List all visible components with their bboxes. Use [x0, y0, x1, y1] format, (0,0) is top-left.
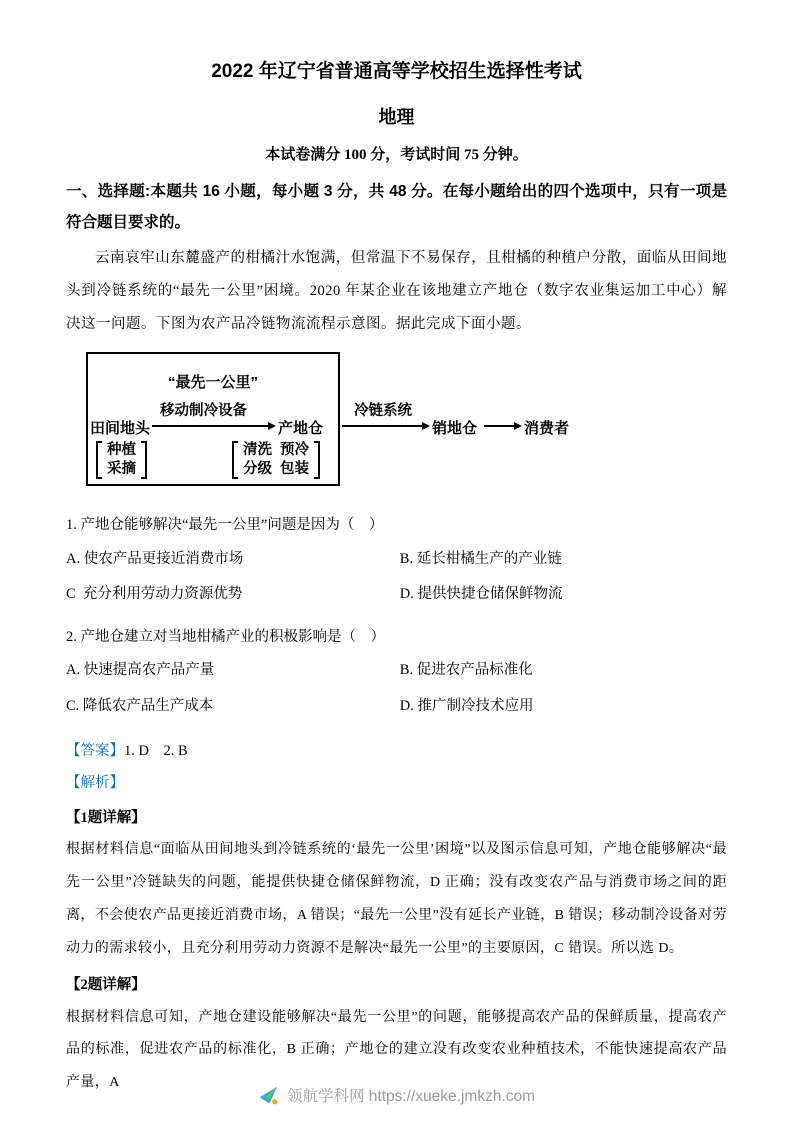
destination-warehouse-node: 销地仓	[432, 420, 478, 438]
right-bracket-icon	[141, 441, 147, 479]
arrow-dest-to-consumer-icon	[484, 425, 520, 427]
answer-line	[66, 736, 727, 768]
question-1-options	[66, 542, 727, 613]
option-c: C 充分利用劳动力资源优势	[66, 586, 243, 603]
option-a: A. 快速提高农产品产量	[66, 662, 215, 679]
option-b: B. 促进农产品标准化	[399, 662, 533, 679]
question-2-options	[66, 653, 727, 724]
consumer-node: 消费者	[524, 420, 570, 438]
detail-2-heading: 【2题详解】	[66, 976, 146, 993]
site-logo-icon	[258, 1085, 279, 1106]
planting-label: 种植	[107, 442, 136, 459]
detail-1-text: 根据材料信息“面临从田间地头到冷链系统的‘最先一公里’困境”以及图示信息可知，产地仓能够解决“最先一公里”冷链缺失的问题，能提供快捷仓储保鲜物流，D 正确；没有改变农产品与消费市场之间的距离，不会使农产品更接近消费市场，A 错误；“最先一公里”没有延长产业链，B 错误；移动制冷设备对劳动力的需求较小，且充分利用劳动力资源不是解决“最先一公里”的主要原因，C 错误。所以选 D。	[66, 842, 727, 957]
cold-chain-label: 冷链系统	[354, 403, 412, 420]
grade-pack-label: 分级 包装	[243, 461, 310, 478]
analysis-tag: 【解析】	[66, 775, 124, 792]
right-bracket-icon	[314, 441, 320, 479]
warehouse-activities-bracket	[232, 441, 320, 479]
mobile-cooling-label: 移动制冷设备	[160, 403, 247, 420]
picking-label: 采摘	[107, 461, 136, 478]
question-1-stem: 1. 产地仓能够解决“最先一公里”问题是因为（ ）	[66, 517, 384, 534]
question-1	[66, 509, 727, 613]
arrow-warehouse-to-dest-icon	[342, 425, 428, 427]
field-node: 田间地头	[90, 420, 151, 438]
section-header: 一、选择题:本题共 16 小题，每小题 3 分，共 48 分。在每小题给出的四个选项中，只有一项是符合题目要求的。	[66, 183, 727, 231]
cold-chain-flow-diagram	[66, 349, 706, 499]
option-b: B. 延长柑橘生产的产业链	[399, 550, 562, 567]
passage-text: 云南哀牢山东麓盛产的柑橘汁水饱满，但常温下不易保存，且柑橘的种植户分散，面临从田间地头到冷链系统的“最先一公里”困境。2020 年某企业在该地建立产地仓（数字农业集运加工中心）解决这一问题。下图为农产品冷链物流流程示意图。据此完成下面小题。	[66, 250, 727, 333]
wash-precool-label: 清洗 预冷	[243, 442, 310, 459]
first-mile-label: “最先一公里”	[167, 374, 258, 392]
detail-2-text: 根据材料信息可知，产地仓建设能够解决“最先一公里”的问题，能够提高农产品的保鲜质量，提高农产品的标准，促进农产品的标准化，B 正确；产地仓的建立没有改变农业种植技术，不能快速提高农产品产量，A	[66, 1009, 727, 1091]
exam-title: 2022 年辽宁省普通高等学校招生选择性考试	[211, 61, 582, 82]
exam-info: 本试卷满分 100 分，考试时间 75 分钟。	[265, 147, 528, 163]
option-a: A. 使农产品更接近消费市场	[66, 550, 244, 567]
detail-1-heading: 【1题详解】	[66, 809, 146, 826]
answer-tag: 【答案】	[66, 743, 124, 760]
question-2-stem: 2. 产地仓建立对当地柑橘产业的积极影响是（ ）	[66, 628, 385, 645]
answer-text: 1. D 2. B	[124, 743, 188, 760]
option-c: C. 降低农产品生产成本	[66, 697, 214, 714]
site-watermark	[0, 1084, 793, 1106]
warehouse-node: 产地仓	[278, 420, 324, 438]
option-d: D. 推广制冷技术应用	[399, 697, 534, 714]
subject-title: 地理	[378, 107, 415, 127]
question-2	[66, 621, 727, 725]
option-d: D. 提供快捷仓储保鲜物流	[399, 586, 563, 603]
site-watermark-text: 领航学科网 https://xueke.jmkzh.com	[286, 1088, 536, 1105]
field-activities-bracket	[96, 441, 147, 479]
arrow-field-to-warehouse-icon	[152, 425, 274, 427]
